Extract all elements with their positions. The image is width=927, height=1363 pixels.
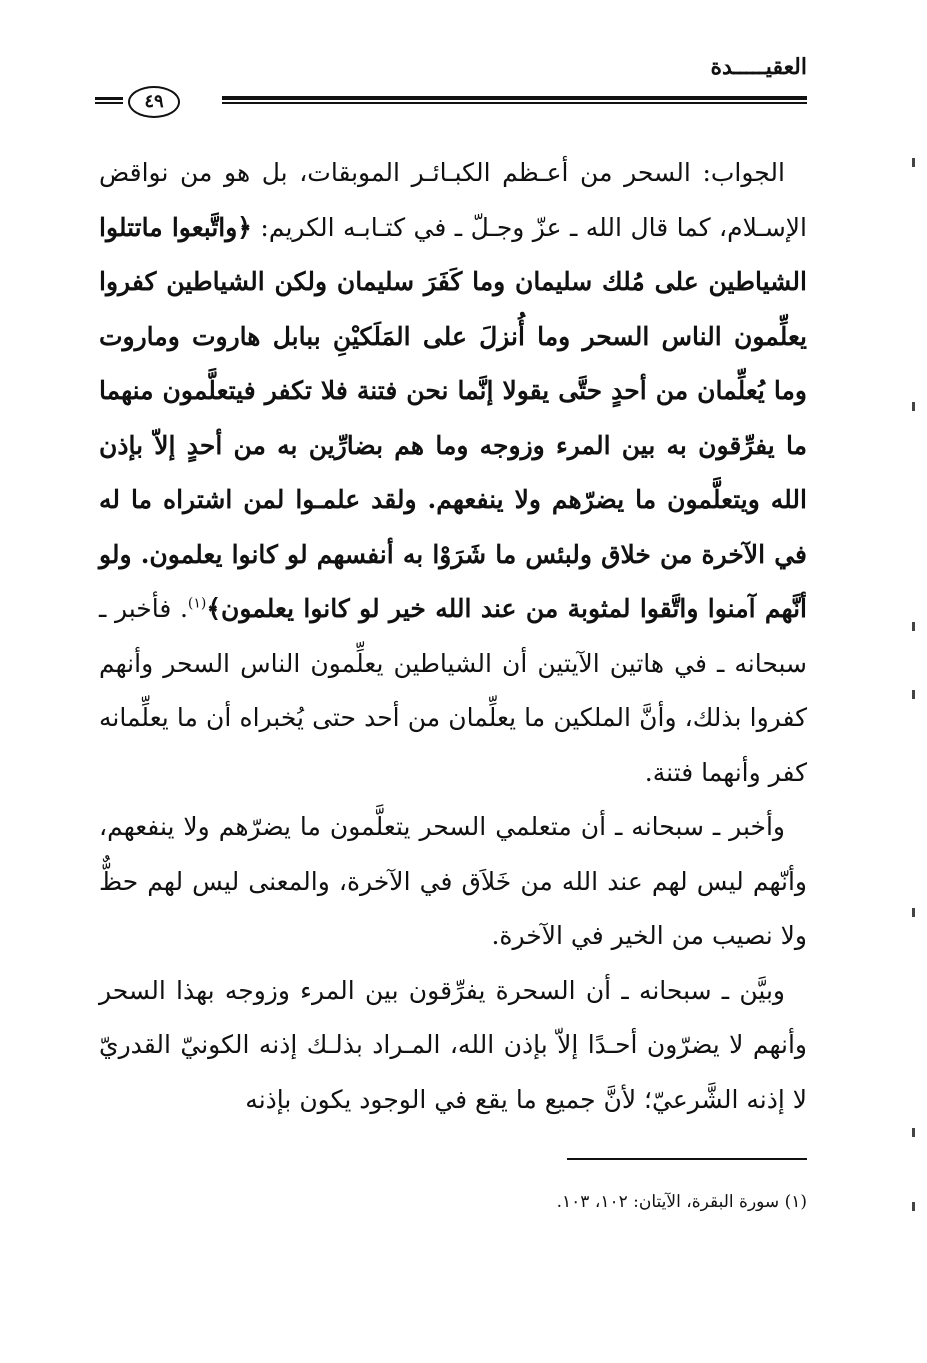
margin-mark: [912, 690, 915, 699]
quran-quote: ﴿واتَّبعوا ماتتلوا الشياطين على مُلك سليمان وما كَفَرَ سليمان ولكن الشياطين كفروا يعلِّمون الناس السحر وما أُنزلَ على المَلَكيْنِ ببابل هاروت وماروت وما يُعلِّمان من أحدٍ حتَّى يقولا إنَّما نحن فتنة فلا تكفر فيتعلَّمون منهما ما يفرِّقون به بين المرء وزوجه وما هم بضارِّين به من أحدٍ إلاّ بإذن الله ويتعلَّمون ما يضرّهم ولا ينفعهم. ولقد علمـوا لمن اشتراه ما له في الآخرة من خلاق ولبئس ما شَرَوْا به أنفسهم لو كانوا يعلمون. ولو أنَّهم آمنوا واتَّقوا لمثوبة من عند الله خير لو كانوا يعلمون﴾: [99, 212, 807, 623]
body-text: [99, 146, 807, 1127]
footnote-rule: [567, 1158, 807, 1160]
margin-mark: [912, 622, 915, 631]
running-title: العقيـــــدة: [710, 54, 807, 80]
margin-mark: [912, 1128, 915, 1137]
paragraph-answer: [99, 146, 807, 800]
answer-intro: الجواب: السحر من أعـظم الكبـائـر الموبقات، بل هو من نواقض الإسـلام، كما قال الله ـ عزّ وجـلّ ـ في كتـابـه الكريم:: [99, 158, 807, 242]
header-rule: [222, 96, 807, 104]
answer-explanation: . فأخبر ـ سبحانه ـ في هاتين الآيتين أن الشياطين يعلِّمون الناس السحر وأنهم كفروا بذلك، وأنَّ الملكين ما يعلِّمان من أحد حتى يُخبراه أن ما يعلِّمانه كفر وأنهما فتنة.: [99, 594, 807, 787]
paragraph-third: وبيَّن ـ سبحانه ـ أن السحرة يفرِّقون بين المرء وزوجه بهذا السحر وأنهم لا يضرّون أحـدًا إلاّ بإذن الله، المـراد بذلـك إذنه الكونيّ القدريّ لا إذنه الشَّرعيّ؛ لأنَّ جميع ما يقع في الوجود يكون بإذنه: [99, 975, 807, 1114]
footnote: (١) سورة البقرة، الآيتان: ١٠٢، ١٠٣.: [556, 1192, 807, 1212]
paragraph-second: وأخبر ـ سبحانه ـ أن متعلمي السحر يتعلَّمون ما يضرّهم ولا ينفعهم، وأنّهم ليس لهم عند الله من خَلاَق في الآخرة، والمعنى ليس لهم حظٌّ ولا نصيب من الخير في الآخرة.: [99, 812, 807, 950]
page-number: ٤٩: [128, 86, 180, 118]
header-rule-left: [95, 97, 123, 104]
margin-mark: [912, 402, 915, 411]
footnote-reference: (١): [187, 595, 207, 612]
margin-mark: [912, 158, 915, 167]
margin-mark: [912, 1202, 915, 1211]
margin-mark: [912, 908, 915, 917]
